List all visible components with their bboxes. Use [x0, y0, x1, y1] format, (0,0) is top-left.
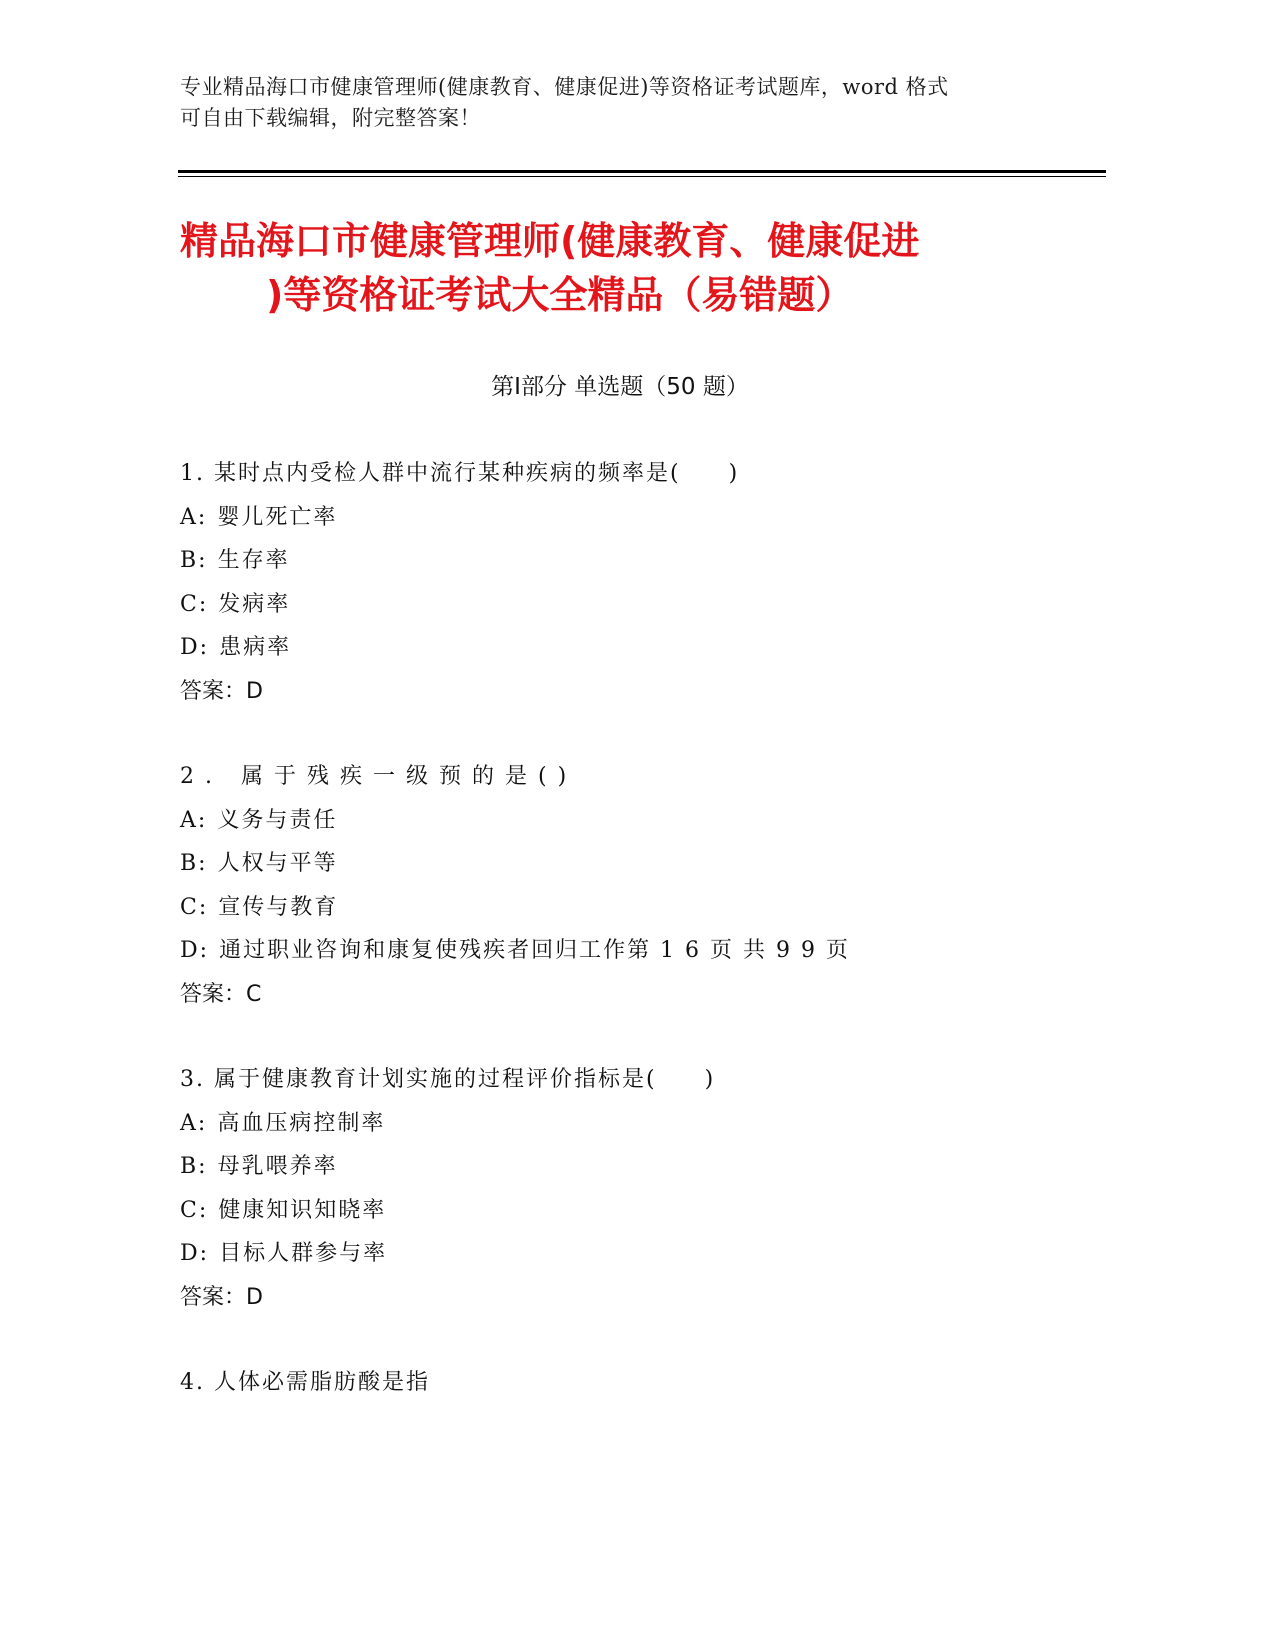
option-text: 义务与责任 [217, 807, 338, 833]
option-d [180, 929, 1060, 973]
option-text: 生存率 [217, 548, 290, 573]
header-note-line-2: 可自由下载编辑，附完整答案！ [180, 106, 481, 130]
option-b [180, 539, 1060, 583]
option-c [180, 1189, 1060, 1233]
section-heading: 第Ⅰ部分 单选题（50 题） [491, 374, 749, 400]
option-label: C: [180, 591, 209, 617]
question-stem: 1. 某时点内受检人群中流行某种疾病的频率是( ) [180, 461, 740, 486]
answer-line: 答案：D [180, 1284, 263, 1310]
option-label: C: [180, 894, 209, 920]
option-c [180, 583, 1060, 627]
option-label: D: [180, 635, 210, 660]
question-stem: 3. 属于健康教育计划实施的过程评价指标是( ) [180, 1067, 716, 1092]
option-b [180, 1145, 1060, 1189]
answer-line: 答案：C [180, 981, 262, 1007]
document-title-line-1: 精品海口市健康管理师(健康教育、健康促进 [180, 219, 920, 263]
header-note-line-1: 专业精品海口市健康管理师(健康教育、健康促进)等资格证考试题库，word 格式 [180, 75, 949, 99]
option-text: 患病率 [219, 635, 292, 660]
document-title [180, 214, 1060, 322]
option-label: A: [180, 1110, 208, 1136]
option-c [180, 886, 1060, 930]
header-divider-thick [178, 170, 1106, 173]
question-1 [180, 452, 1060, 713]
option-a [180, 1102, 1060, 1146]
option-label: A: [180, 504, 208, 530]
option-label: A: [180, 807, 208, 833]
question-list [180, 452, 1060, 1447]
question-3 [180, 1058, 1060, 1319]
answer-line: 答案：D [180, 678, 263, 704]
option-a [180, 496, 1060, 540]
option-label: B: [180, 548, 208, 573]
option-text: 人权与平等 [217, 851, 338, 876]
header-note [180, 72, 1060, 134]
question-stem: 2. 属于残疾一级预的是() [180, 764, 578, 789]
option-label: B: [180, 851, 208, 876]
question-stem: 4. 人体必需脂肪酸是指 [180, 1370, 430, 1395]
option-d [180, 626, 1060, 670]
option-text: 发病率 [218, 591, 291, 617]
option-label: D: [180, 938, 210, 963]
option-text: 婴儿死亡率 [217, 504, 338, 530]
option-text: 高血压病控制率 [217, 1110, 386, 1136]
question-4 [180, 1361, 1060, 1405]
option-text: 通过职业咨询和康复使残疾者回归工作第 1 6 页 共 9 9 页 [219, 938, 851, 963]
option-text: 母乳喂养率 [217, 1154, 338, 1179]
option-label: C: [180, 1197, 209, 1223]
header-divider-thin [178, 176, 1106, 177]
option-label: D: [180, 1241, 210, 1266]
document-title-line-2: )等资格证考试大全精品（易错题） [266, 273, 854, 317]
option-d [180, 1232, 1060, 1276]
option-text: 目标人群参与率 [219, 1241, 388, 1266]
question-2 [180, 755, 1060, 1016]
option-a [180, 799, 1060, 843]
option-b [180, 842, 1060, 886]
option-label: B: [180, 1154, 208, 1179]
option-text: 健康知识知晓率 [218, 1197, 387, 1223]
option-text: 宣传与教育 [218, 894, 339, 920]
